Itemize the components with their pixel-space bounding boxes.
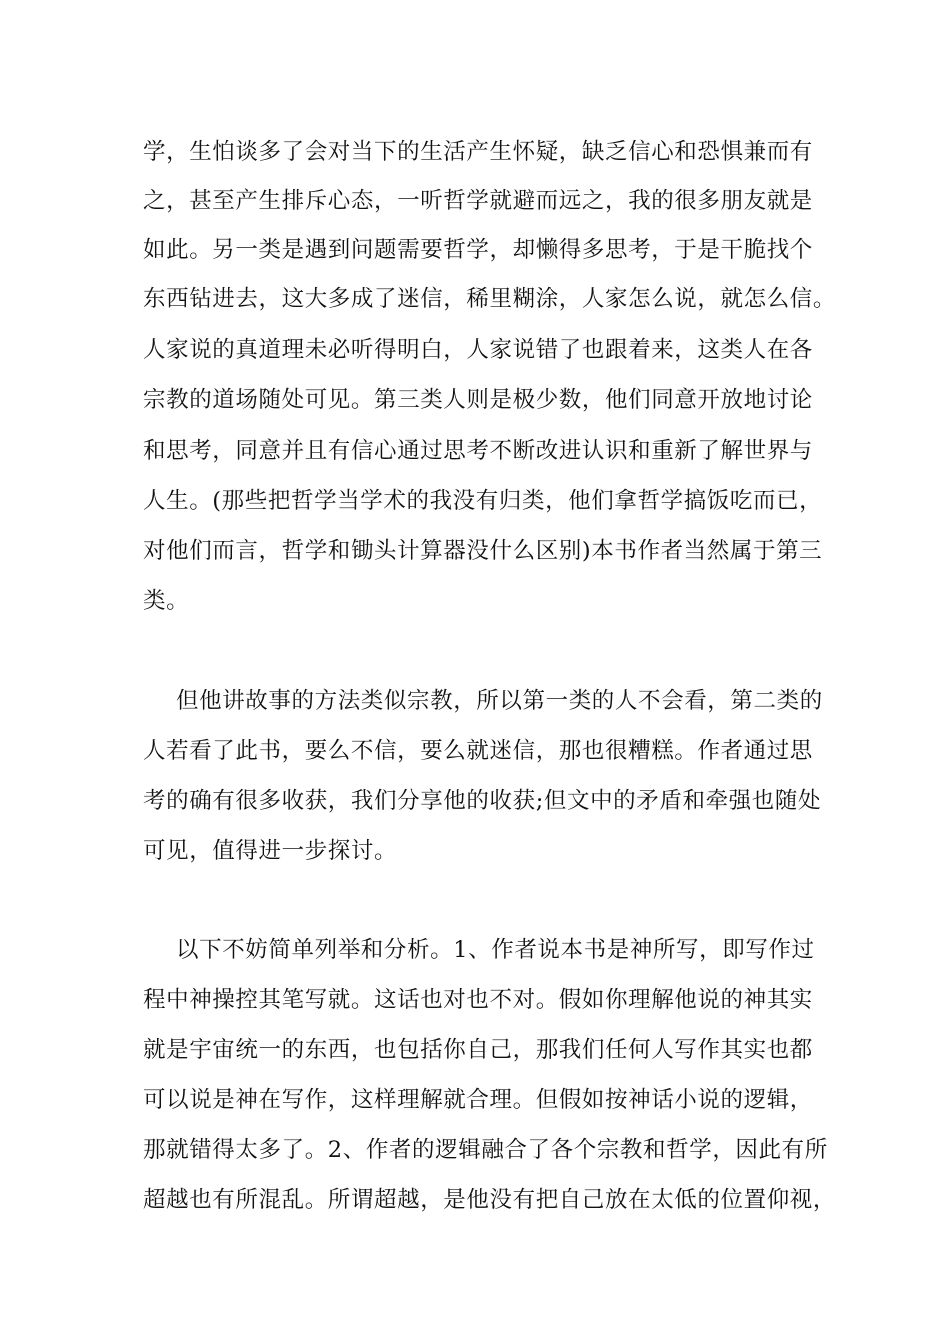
text-line: 学，生怕谈多了会对当下的生活产生怀疑，缺乏信心和恐惧兼而有: [143, 139, 813, 165]
text-line: 类。: [143, 588, 190, 614]
text-line: 东西钻进去，这大多成了迷信，稀里糊涂，人家怎么说，就怎么信。: [143, 286, 837, 312]
text-line: 程中神操控其笔写就。这话也对也不对。假如你理解他说的神其实: [143, 987, 813, 1013]
text-line: 以下不妨简单列举和分析。1、作者说本书是神所写，即写作过: [176, 937, 815, 963]
text-line: 人若看了此书，要么不信，要么就迷信，那也很糟糕。作者通过思: [143, 738, 813, 764]
text-line: 那就错得太多了。2、作者的逻辑融合了各个宗教和哲学，因此有所: [143, 1137, 828, 1163]
text-line: 但他讲故事的方法类似宗教，所以第一类的人不会看，第二类的: [176, 688, 823, 714]
text-line: 对他们而言，哲学和锄头计算器没什么区别)本书作者当然属于第三: [143, 538, 823, 564]
text-line: 人生。(那些把哲学当学术的我没有归类，他们拿哲学搞饭吃而已，: [143, 488, 823, 514]
text-line: 考的确有很多收获，我们分享他的收获;但文中的矛盾和牵强也随处: [143, 788, 822, 814]
text-line: 可以说是神在写作，这样理解就合理。但假如按神话小说的逻辑，: [143, 1087, 813, 1113]
text-line: 宗教的道场随处可见。第三类人则是极少数，他们同意开放地讨论: [143, 387, 813, 413]
text-line: 人家说的真道理未必听得明白，人家说错了也跟着来，这类人在各: [143, 337, 813, 363]
text-line: 可见，值得进一步探讨。: [143, 838, 398, 864]
text-line: 之，甚至产生排斥心态，一听哲学就避而远之，我的很多朋友就是: [143, 188, 813, 214]
text-line: 就是宇宙统一的东西，也包括你自己，那我们任何人写作其实也都: [143, 1037, 813, 1063]
text-line: 如此。另一类是遇到问题需要哲学，却懒得多思考，于是干脆找个: [143, 237, 813, 263]
text-line: 超越也有所混乱。所谓超越，是他没有把自己放在太低的位置仰视，: [143, 1187, 837, 1213]
text-line: 和思考，同意并且有信心通过思考不断改进认识和重新了解世界与: [143, 438, 813, 464]
